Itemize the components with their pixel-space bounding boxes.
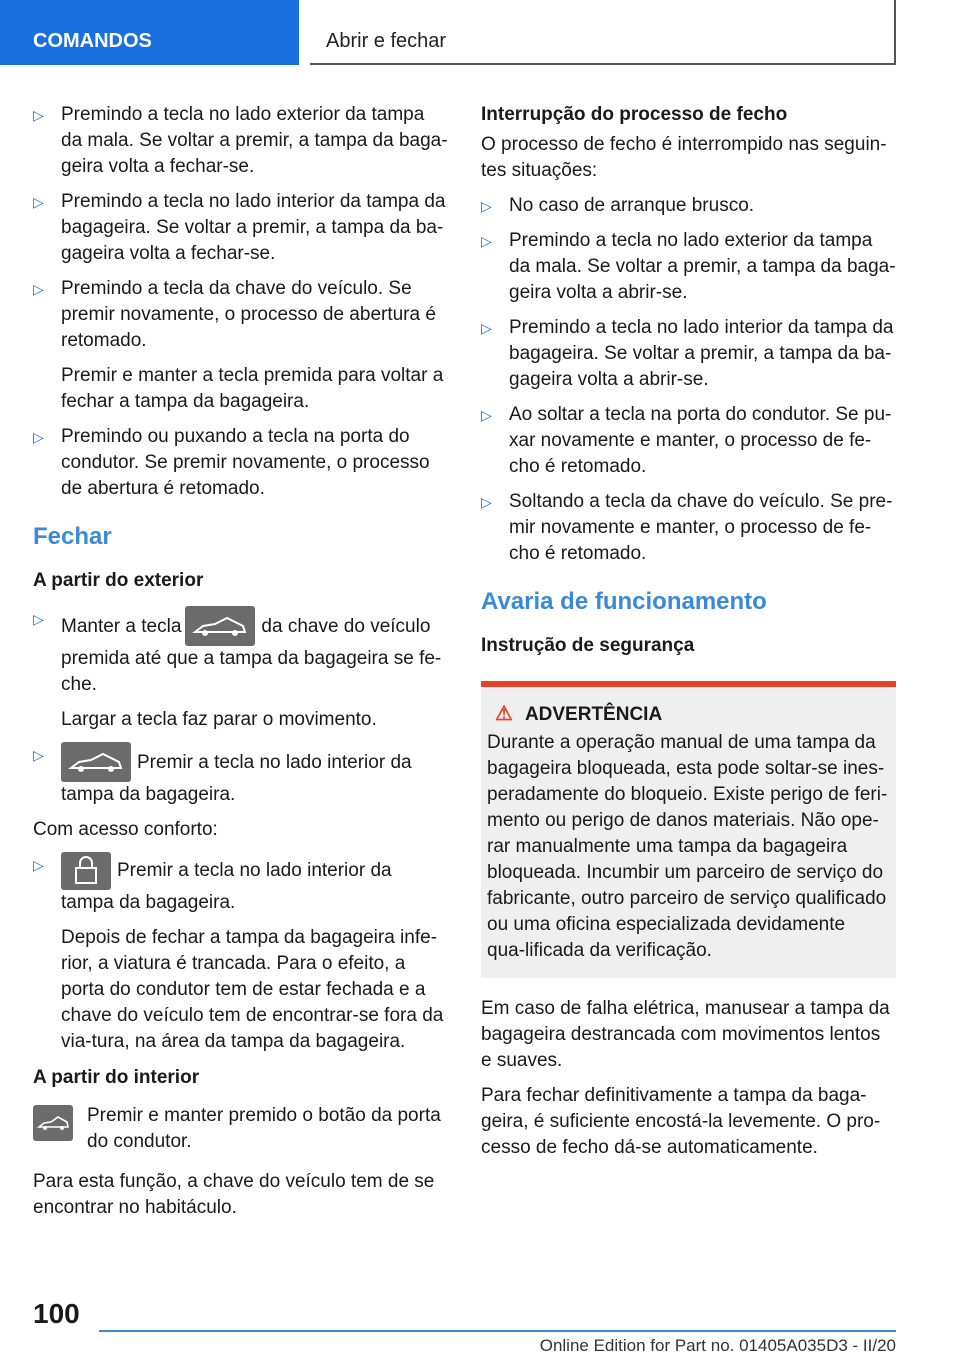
list-item: ▷ Premindo a tecla no lado exterior da tampa da mala. Se voltar a premir, a tampa da baga-geira volta a abrir-se. xyxy=(481,230,896,303)
warning-triangle-icon: ⚠ xyxy=(495,703,513,725)
comfort-access-label: Com acesso conforto: xyxy=(33,819,218,840)
warning-box xyxy=(481,681,896,978)
list-item-continuation: Depois de fechar a tampa da bagageira infe-rior, a viatura é trancada. Para o efeito, a porta do condutor tem de estar fechada e a chave do veículo tem de encontrar-se fora da via-tura, na área da tampa da bagageira. xyxy=(61,927,444,1052)
subheading-interrupt: Interrupção do processo de fecho xyxy=(481,104,788,125)
interior-instruction: Premir e manter premido o botão da porta do condutor. xyxy=(87,1105,441,1152)
triangle-bullet-icon: ▷ xyxy=(481,407,492,423)
lock-icon xyxy=(61,852,111,890)
driver-door-trunk-button-icon xyxy=(33,1105,73,1141)
list-item: ▷ Premindo a tecla no lado interior da tampa da bagageira. Se voltar a premir, a tampa da ba-gageira volta a abrir-se. xyxy=(481,317,894,390)
warning-title: ⚠ ADVERTÊNCIA xyxy=(495,703,663,725)
list-item: ▷ Premir a tecla no lado interior da tampa da bagageira. xyxy=(33,852,448,916)
page-number: 100 xyxy=(33,1298,80,1329)
list-item-continuation: Largar a tecla faz parar o movimento. xyxy=(61,709,377,730)
subheading-exterior: A partir do exterior xyxy=(33,570,204,591)
list-item: ▷ Premir a tecla no lado interior da tampa da bagageira. xyxy=(33,742,448,808)
triangle-bullet-icon: ▷ xyxy=(33,429,44,445)
interior-button-row xyxy=(33,1103,448,1155)
triangle-bullet-icon: ▷ xyxy=(33,611,44,627)
paragraph-electric-failure: Em caso de falha elétrica, manusear a tampa da bagageira destrancada com movimentos lentos e suaves. xyxy=(481,998,890,1071)
page-title: Abrir e fechar xyxy=(326,30,447,52)
section-heading-avaria: Avaria de funcionamento xyxy=(481,588,767,615)
interior-note: Para esta função, a chave do veículo tem de se encontrar no habitáculo. xyxy=(33,1171,435,1218)
triangle-bullet-icon: ▷ xyxy=(481,494,492,510)
left-column xyxy=(33,102,448,1230)
list-item: ▷ Premindo ou puxando a tecla na porta do condutor. Se premir novamente, o processo de abertura é retomado. xyxy=(33,426,430,499)
triangle-bullet-icon: ▷ xyxy=(33,857,44,873)
section-label: COMANDOS xyxy=(33,30,152,52)
interrupt-intro: O processo de fecho é interrompido nas seguin-tes situações: xyxy=(481,134,887,181)
footer-divider xyxy=(99,1330,896,1332)
triangle-bullet-icon: ▷ xyxy=(33,194,44,210)
subheading-interior: A partir do interior xyxy=(33,1067,200,1088)
list-item: ▷ Premindo a tecla da chave do veículo. Se premir novamente, o processo de abertura é retomado. xyxy=(33,278,436,351)
page-title-bar xyxy=(310,0,896,65)
list-item: ▷ Soltando a tecla da chave do veículo. Se pre-mir novamente e manter, o processo de fe-cho é retomado. xyxy=(481,491,893,564)
warning-text: Durante a operação manual de uma tampa da bagageira bloqueada, esta pode soltar-se ines-peradamente do bloqueio. Existe perigo de feri-mento ou perigo de danos materiais. Não ope-rar manualmente uma tampa da bagageira bloqueada. Incumbir um parceiro de serviço do fabricante, outro parceiro de serviço qualificado ou uma oficina especializada devidamente qua-lificada da verificação. xyxy=(487,732,888,961)
list-item-continuation: Premir e manter a tecla premida para voltar a fechar a tampa da bagageira. xyxy=(61,365,444,412)
list-item: ▷ Ao soltar a tecla na porta do condutor. Se pu-xar novamente e manter, o processo de fe-cho é retomado. xyxy=(481,404,892,477)
right-column xyxy=(481,102,896,1170)
trunk-close-button-icon xyxy=(61,742,131,782)
triangle-bullet-icon: ▷ xyxy=(33,281,44,297)
section-tab xyxy=(0,0,299,65)
subheading-safety: Instrução de segurança xyxy=(481,635,695,656)
list-item: ▷ Premindo a tecla no lado interior da tampa da bagageira. Se voltar a premir, a tampa da ba-gageira volta a fechar-se. xyxy=(33,191,446,264)
triangle-bullet-icon: ▷ xyxy=(481,198,492,214)
list-item: ▷ Premindo a tecla no lado exterior da tampa da mala. Se voltar a premir, a tampa da baga-geira volta a fechar-se. xyxy=(33,104,448,177)
triangle-bullet-icon: ▷ xyxy=(481,233,492,249)
list-item: ▷ No caso de arranque brusco. xyxy=(481,193,896,219)
trunk-key-icon xyxy=(185,606,255,646)
triangle-bullet-icon: ▷ xyxy=(33,107,44,123)
section-heading-fechar: Fechar xyxy=(33,523,112,550)
warning-body xyxy=(481,687,896,978)
triangle-bullet-icon: ▷ xyxy=(33,747,44,763)
triangle-bullet-icon: ▷ xyxy=(481,320,492,336)
paragraph-close-fully: Para fechar definitivamente a tampa da baga-geira, é suficiente encostá-la levemente. O pro-cesso de fecho dá-se automaticamente. xyxy=(481,1085,881,1158)
footer-edition: Online Edition for Part no. 01405A035D3 - II/20 xyxy=(539,1336,896,1355)
list-item: ▷ Manter a tecla da chave do veículo premida até que a tampa da bagageira se fe-che. xyxy=(33,606,448,698)
